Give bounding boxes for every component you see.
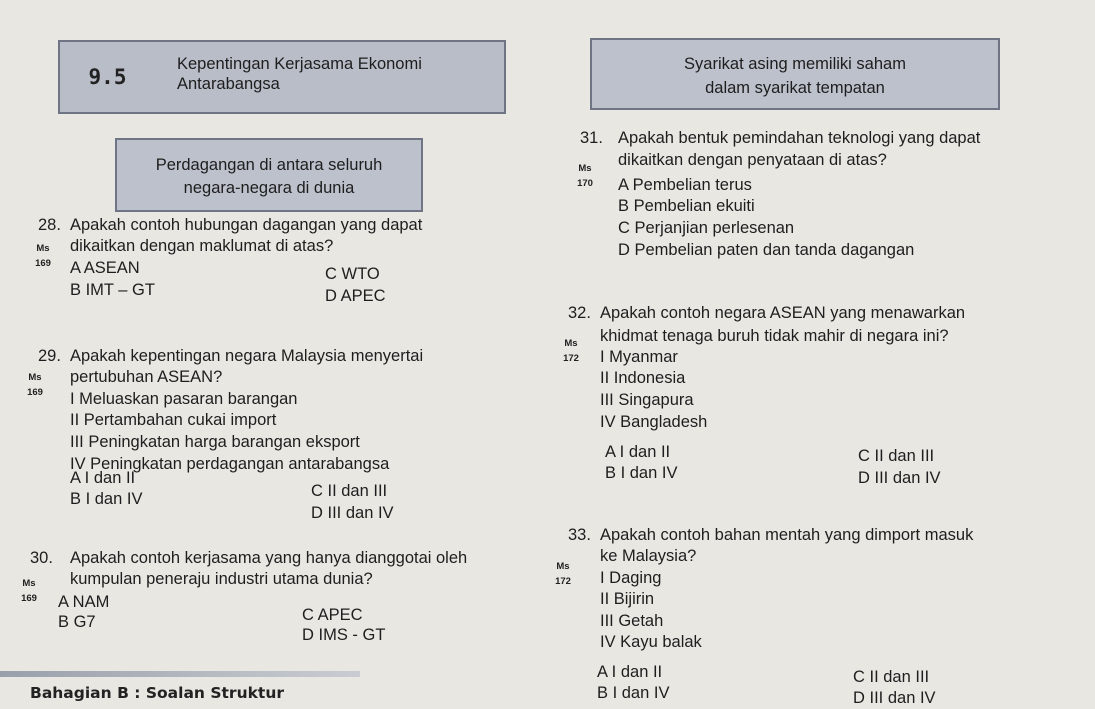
section-b-heading: Bahagian B : Soalan Struktur (30, 684, 284, 702)
q32-item-1: I Myanmar (600, 348, 678, 366)
q28-stem-line2: dikaitkan dengan maklumat di atas? (70, 237, 334, 255)
q32-stem-line1: Apakah contoh negara ASEAN yang menawarkan (600, 304, 966, 322)
q33-option-d[interactable]: D III dan IV (853, 689, 936, 707)
q29-option-d[interactable]: D III dan IV (311, 504, 394, 522)
q32-item-3: III Singapura (600, 391, 694, 409)
q29-option-b[interactable]: B I dan IV (70, 490, 143, 508)
stimulus-box-right: Syarikat asing memiliki saham dalam syarikat tempatan (590, 38, 1000, 110)
q31-number: 31. (580, 129, 603, 147)
footer-divider (0, 671, 360, 677)
q33-option-a[interactable]: A I dan II (597, 663, 663, 681)
q29-ms-label: Ms (28, 372, 42, 383)
q28-ms-page: 169 (35, 258, 51, 269)
q28-number: 28. (38, 216, 61, 234)
q32-ms-page: 172 (563, 353, 579, 364)
q33-item-1: I Daging (600, 569, 662, 587)
q30-option-d[interactable]: D IMS - GT (302, 626, 386, 644)
q31-ms-label: Ms (578, 163, 592, 174)
q31-ms-page: 170 (577, 178, 593, 189)
q29-option-c[interactable]: C II dan III (311, 482, 388, 500)
q31-option-c[interactable]: C Perjanjian perlesenan (618, 219, 795, 237)
q30-ms-page: 169 (21, 593, 37, 604)
q29-item-2: II Pertambahan cukai import (70, 411, 277, 429)
q29-item-1: I Meluaskan pasaran barangan (70, 390, 298, 408)
q33-option-c[interactable]: C II dan III (853, 668, 930, 686)
section-heading (58, 40, 506, 114)
q32-ms-label: Ms (564, 338, 578, 349)
q33-stem-line2: ke Malaysia? (600, 547, 697, 565)
q28-option-a[interactable]: A ASEAN (70, 259, 140, 277)
q32-number: 32. (568, 304, 591, 322)
q32-option-c[interactable]: C II dan III (858, 447, 935, 465)
q32-option-d[interactable]: D III dan IV (858, 469, 941, 487)
q32-stem-line2: khidmat tenaga buruh tidak mahir di negara ini? (600, 327, 949, 345)
q31-option-b[interactable]: B Pembelian ekuiti (618, 197, 755, 215)
q30-option-a[interactable]: A NAM (58, 593, 110, 611)
q29-item-3: III Peningkatan harga barangan eksport (70, 433, 360, 451)
q33-option-b[interactable]: B I dan IV (597, 684, 670, 702)
q31-option-a[interactable]: A Pembelian terus (618, 176, 752, 194)
section-title: Kepentingan Kerjasama Ekonomi Antarabangsa (177, 55, 422, 93)
section-number: 9.5 (88, 65, 127, 89)
q33-ms-label: Ms (556, 561, 570, 572)
q33-number: 33. (568, 526, 591, 544)
q28-option-d[interactable]: D APEC (325, 287, 386, 305)
q29-option-a[interactable]: A I dan II (70, 469, 136, 487)
q29-ms-page: 169 (27, 387, 43, 398)
q28-ms-label: Ms (36, 243, 50, 254)
q28-option-c[interactable]: C WTO (325, 265, 380, 283)
q33-item-2: II Bijirin (600, 590, 655, 608)
q28-option-b[interactable]: B IMT – GT (70, 281, 155, 299)
q33-item-3: III Getah (600, 612, 664, 630)
q31-option-d[interactable]: D Pembelian paten dan tanda dagangan (618, 241, 915, 259)
q29-number: 29. (38, 347, 61, 365)
q28-stem-line1: Apakah contoh hubungan dagangan yang dapat (70, 216, 423, 234)
q29-item-4: IV Peningkatan perdagangan antarabangsa (70, 455, 390, 473)
q33-stem-line1: Apakah contoh bahan mentah yang dimport masuk (600, 526, 974, 544)
q30-option-b[interactable]: B G7 (58, 613, 96, 631)
q33-ms-page: 172 (555, 576, 571, 587)
q30-number: 30. (30, 549, 53, 567)
q32-option-b[interactable]: B I dan IV (605, 464, 678, 482)
q31-stem-line1: Apakah bentuk pemindahan teknologi yang dapat (618, 129, 981, 147)
q29-stem-line1: Apakah kepentingan negara Malaysia menyertai (70, 347, 424, 365)
q30-option-c[interactable]: C APEC (302, 606, 363, 624)
q33-item-4: IV Kayu balak (600, 633, 702, 651)
q30-ms-label: Ms (22, 578, 36, 589)
stimulus-box-left: Perdagangan di antara seluruh negara-negara di dunia (115, 138, 423, 212)
q32-item-4: IV Bangladesh (600, 413, 708, 431)
q29-stem-line2: pertubuhan ASEAN? (70, 368, 223, 386)
q32-option-a[interactable]: A I dan II (605, 443, 671, 461)
q30-stem-line2: kumpulan peneraju industri utama dunia? (70, 570, 373, 588)
q30-stem-line1: Apakah contoh kerjasama yang hanya dianggotai oleh (70, 549, 468, 567)
q32-item-2: II Indonesia (600, 369, 686, 387)
q31-stem-line2: dikaitkan dengan penyataan di atas? (618, 151, 887, 169)
